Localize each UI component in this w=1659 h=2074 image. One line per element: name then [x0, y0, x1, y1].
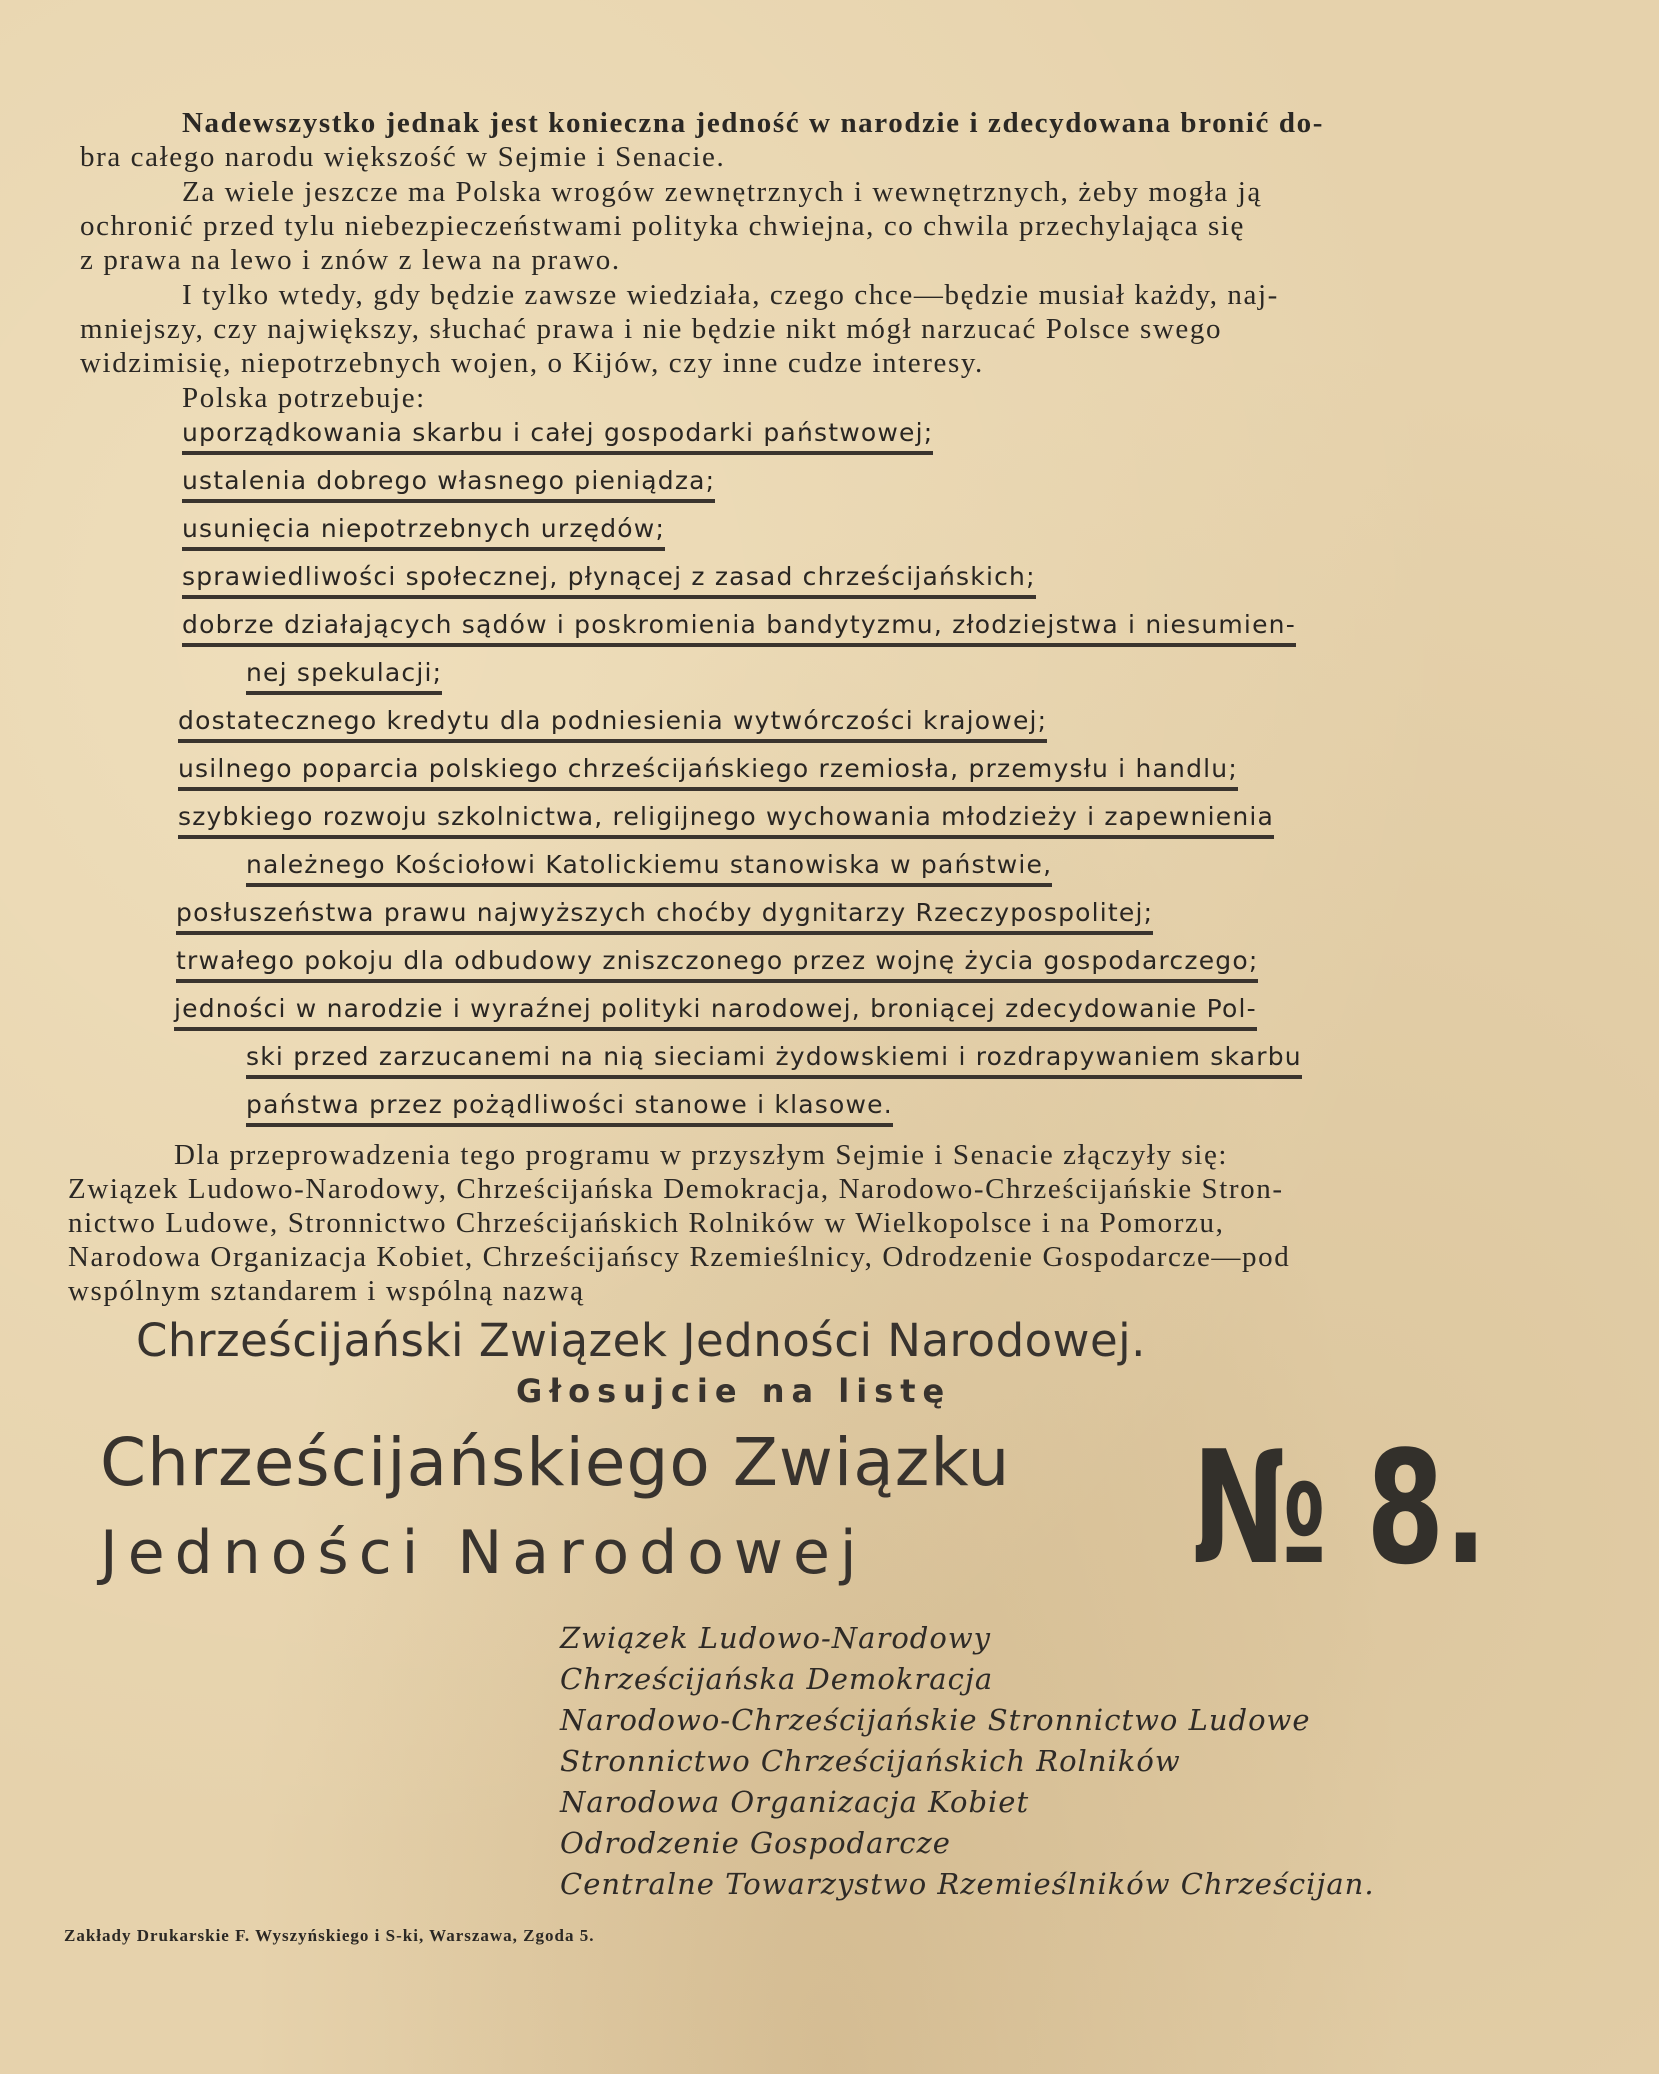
intro-line: Nadewszystko jednak jest konieczna jedność w narodzie i zdecydowana bronić do-: [182, 107, 1324, 139]
member-org: Związek Ludowo-Narodowy: [560, 1621, 992, 1655]
member-org: Stronnictwo Chrześcijańskich Rolników: [560, 1744, 1181, 1778]
program-line: Narodowa Organizacja Kobiet, Chrześcijańscy Rzemieślnicy, Odrodzenie Gospodarcze—pod: [68, 1241, 1291, 1273]
intro-line: ochronić przed tylu niebezpieczeństwami polityka chwiejna, co chwila przechylająca się: [80, 210, 1246, 242]
requirement-item: posłuszeństwa prawu najwyższych choćby dygnitarzy Rzeczypospolitej;: [176, 898, 1153, 935]
requirement-item: uporządkowania skarbu i całej gospodarki państwowej;: [182, 418, 933, 455]
union-name: Chrześcijański Związek Jedności Narodowej.: [136, 1314, 1146, 1367]
list-name-line: Chrześcijańskiego Związku: [100, 1424, 1011, 1501]
list-number: № 8.: [1192, 1417, 1488, 1599]
requirement-item: ustalenia dobrego własnego pieniądza;: [182, 466, 715, 503]
member-org: Narodowa Organizacja Kobiet: [560, 1785, 1030, 1819]
member-org: Odrodzenie Gospodarcze: [560, 1826, 951, 1860]
requirement-item: usunięcia niepotrzebnych urzędów;: [182, 514, 665, 551]
needs-heading: Polska potrzebuje:: [182, 382, 426, 414]
intro-line: z prawa na lewo i znów z lewa na prawo.: [80, 244, 621, 276]
printer-credit: Zakłady Drukarskie F. Wyszyńskiego i S-ki, Warszawa, Zgoda 5.: [64, 1926, 595, 1945]
intro-line: mniejszy, czy największy, słuchać prawa i nie będzie nikt mógł narzucać Polsce swego: [80, 313, 1223, 345]
list-name-line: Jedności Narodowej: [100, 1518, 867, 1588]
requirement-item: jedności w narodzie i wyraźnej polityki narodowej, broniącej zdecydowanie Pol-: [174, 994, 1257, 1031]
requirement-item: należnego Kościołowi Katolickiemu stanowiska w państwie,: [246, 850, 1052, 887]
requirement-item: nej spekulacji;: [246, 658, 442, 695]
program-line: Dla przeprowadzenia tego programu w przyszłym Sejmie i Senacie złączyły się:: [174, 1139, 1229, 1171]
requirement-item: dostatecznego kredytu dla podniesienia wytwórczości krajowej;: [178, 706, 1047, 743]
requirement-item: szybkiego rozwoju szkolnictwa, religijnego wychowania młodzieży i zapewnienia: [178, 802, 1274, 839]
member-org: Chrześcijańska Demokracja: [560, 1662, 994, 1696]
requirement-item: dobrze działających sądów i poskromienia bandytyzmu, złodziejstwa i niesumien-: [182, 610, 1296, 647]
intro-line: bra całego narodu większość w Sejmie i Senacie.: [80, 141, 726, 173]
requirement-item: państwa przez pożądliwości stanowe i klasowe.: [246, 1090, 893, 1127]
intro-line: I tylko wtedy, gdy będzie zawsze wiedziała, czego chce—będzie musiał każdy, naj-: [182, 279, 1279, 311]
program-line: nictwo Ludowe, Stronnictwo Chrześcijańskich Rolników w Wielkopolsce i na Pomorzu,: [68, 1207, 1225, 1239]
member-org: Centralne Towarzystwo Rzemieślników Chrześcijan.: [560, 1867, 1375, 1901]
requirement-item: ski przed zarzucanemi na nią sieciami żydowskiemi i rozdrapywaniem skarbu: [246, 1042, 1302, 1079]
intro-line: Za wiele jeszcze ma Polska wrogów zewnętrznych i wewnętrznych, żeby mogła ją: [182, 176, 1262, 208]
intro-line: widzimisię, niepotrzebnych wojen, o Kijów, czy inne cudze interesy.: [80, 347, 984, 379]
requirement-item: trwałego pokoju dla odbudowy zniszczonego przez wojnę życia gospodarczego;: [176, 946, 1258, 983]
program-line: wspólnym sztandarem i wspólną nazwą: [68, 1275, 585, 1307]
member-org: Narodowo-Chrześcijańskie Stronnictwo Ludowe: [560, 1703, 1311, 1737]
requirement-item: usilnego poparcia polskiego chrześcijańskiego rzemiosła, przemysłu i handlu;: [178, 754, 1238, 791]
vote-prompt: Głosujcie na listę: [516, 1372, 952, 1410]
requirement-item: sprawiedliwości społecznej, płynącej z zasad chrześcijańskich;: [182, 562, 1036, 599]
program-line: Związek Ludowo-Narodowy, Chrześcijańska Demokracja, Narodowo-Chrześcijańskie Stron-: [68, 1173, 1284, 1205]
